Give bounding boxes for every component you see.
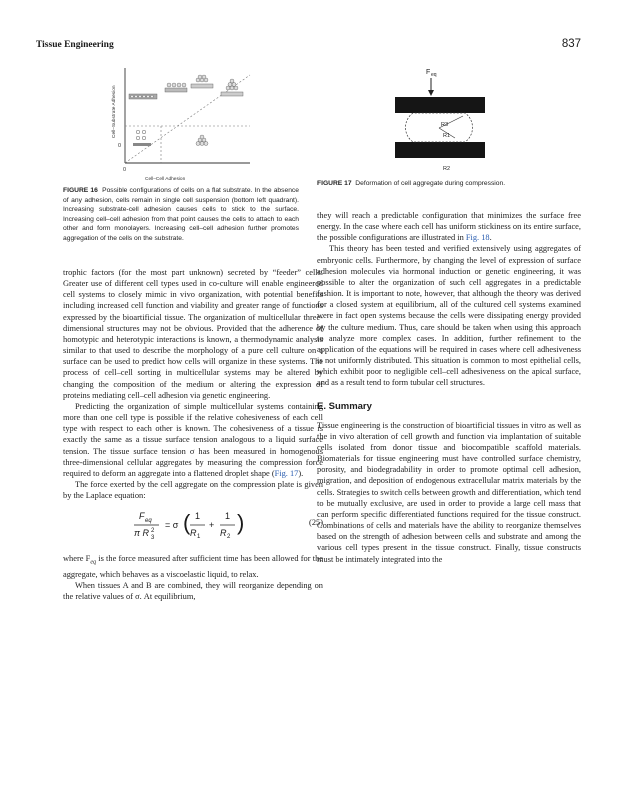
droplet — [406, 113, 473, 142]
fig17-force-sub: eq — [431, 72, 437, 78]
section-heading-summary: E. Summary — [317, 400, 372, 412]
page-number: 837 — [561, 38, 581, 50]
svg-text:R: R — [220, 528, 227, 539]
fig17-r3: R3 — [441, 122, 449, 128]
bottom-plate — [395, 142, 485, 158]
svg-text:+: + — [209, 520, 215, 531]
svg-text:F: F — [139, 511, 145, 522]
svg-text:1: 1 — [195, 511, 201, 522]
fig18-link[interactable]: Fig. 18 — [465, 233, 490, 243]
svg-text:(: ( — [183, 510, 191, 536]
fig16-y-label: Cell–Substrate Adhesion — [112, 85, 117, 138]
svg-text:): ) — [237, 510, 245, 536]
fig17-r2: R2 — [443, 166, 451, 172]
right-paragraph-2: This theory has been tested and verified extensively using aggregates of embryonic cells. Furthermore, by changing the level of expression of surface adhesion molecules via hormonal induction or genetic engineering, it was possible to alter the organization of such cell aggregates in a predictable fashion. It is important to note, however, that although the theory was derived for a closed system at equilibrium, all of the cultured cell systems examined were in fact open systems because the cells were dissipating energy provided by the culture medium. Thus, care should be taken when using this approach to analyze more complex cases. In addition, further refinement to the application of the equations will be required in cases where cell adhesiveness is not uniformly distributed. This situation is common to most epithelial cells, which exhibit poor to negligible cell–cell adhesiveness on the apical surface, and as a result tend to form tubular cell structures. — [317, 244, 581, 388]
fig17-force-label: F — [426, 69, 431, 76]
svg-text:1: 1 — [197, 534, 201, 541]
svg-text:R: R — [190, 528, 197, 539]
suspension-cells — [133, 130, 151, 146]
fig16-origin-x: 0 — [123, 167, 127, 173]
figure-17-diagram — [395, 68, 515, 173]
left-paragraph-1: trophic factors (for the most part unknown) secreted by “feeder” cells. Greater use of different cell types used in co-culture will enable engineered cell systems to closely mimic in vivo organization, with potential benefits including increased cell function and viability and greater range of functions expressed by the bioartificial tissue. The organization of multicellular three-dimensional structures may not be obvious. Provided that the adherence of homotypic and heterotypic interactions is known, a thermodynamic analysis similar to that used to describe the morphology of a pure cell culture on a surface can be used to predict how cells will organize in these systems. The process of cell–cell sorting in multicellular systems may be altered by changing the composition of the medium or altering the expression of proteins mediating cell–cell adhesion via genetic engineering. — [63, 268, 323, 400]
fig17-link[interactable]: Fig. 17 — [274, 468, 299, 478]
svg-text:π R: π R — [134, 528, 150, 539]
svg-text:2: 2 — [227, 534, 231, 541]
fig16-origin-y: 0 — [118, 143, 122, 149]
top-plate — [395, 97, 485, 113]
fig16-x-label: Cell–Cell Adhesion — [145, 177, 186, 182]
running-header: Tissue Engineering — [36, 40, 114, 50]
left-paragraph-3: The force exerted by the cell aggregate on the compression plate is given by the Laplace equation: — [63, 479, 323, 501]
figure-17-caption-label: FIGURE 17 — [317, 180, 352, 187]
svg-text:3: 3 — [151, 535, 155, 542]
left-column — [63, 267, 323, 603]
figure-16-diagram — [105, 60, 255, 188]
figure-17-caption — [317, 179, 581, 189]
equation-number: (25) — [309, 518, 323, 528]
aggregate-cells — [221, 79, 243, 96]
figure-17 — [395, 68, 515, 178]
svg-text:2: 2 — [151, 528, 155, 535]
left-paragraph-2: Predicting the organization of simple multicellular systems containing more than one cell type is possible if the relative cohesiveness of each cell type with respect to each other is known. The cohesiveness of a tissue is exactly the same as a tissue surface tension analogous to a liquid surface tension. The tissue surface tension σ has been measured in homogenous three-dimensional cellular aggregates by measuring the compression force required to deform an aggregate into a flattened droplet shape (Fig. 17). — [63, 401, 323, 478]
figure-16-caption — [63, 186, 299, 243]
fig17-r1: R1 — [443, 133, 451, 139]
clustered-cells — [191, 75, 213, 88]
svg-text:eq: eq — [145, 518, 152, 525]
monolayer-cells — [129, 94, 157, 99]
figure-17-caption-text: Deformation of cell aggregate during compression. — [355, 180, 506, 187]
floating-aggregate — [196, 135, 208, 146]
laplace-equation — [63, 503, 323, 549]
svg-text:= σ: = σ — [165, 520, 179, 531]
svg-text:1: 1 — [225, 511, 231, 522]
right-column — [317, 210, 581, 565]
figure-16-caption-label: FIGURE 16 — [63, 187, 98, 194]
figure-16 — [105, 60, 255, 193]
right-paragraph-1: they will reach a predictable configuration that minimizes the surface free energy. In the case where each cell has uniform stickiness on its entire surface, the possible configurations are illustrated in Fig. 18. — [317, 211, 581, 243]
fig17-arrowhead — [428, 90, 434, 96]
equation-graphic — [133, 503, 313, 549]
left-paragraph-4: where $F_{eq}$ is the force measured after sufficient time has been allowed for the aggregate, which behaves as a viscoelastic liquid, to relax. — [63, 554, 323, 580]
right-paragraph-3: Tissue engineering is the construction of bioartificial tissues in vitro as well as the in vivo alteration of cell growth and function via implantation of suitable cells isolated from donor tissue and biocompatible scaffold materials. Biomaterials for tissue engineering must have controlled surface chemistry, porosity, and biodegradability in order to promote optimal cell adhesion, migration, and deposition of endogenous extracellular matrix materials by the cells. Strategies to switch cells between growth and differentiation, which tend to be mutually exclusive, are used in order to provide a large cell mass that can perform specific differentiated functions required for the tissue construct. Combinations of cells and materials have the ability to reorganize themselves based on the strength of adhesion between cells and substrate and among the various cell types present in the tissue construct. Finally, tissue constructs must be intimately integrated into the — [317, 420, 581, 564]
spread-cells — [165, 83, 187, 92]
figure-16-caption-text: Possible configurations of cells on a flat substrate. In the absence of any adhesion, cells remain in single cell suspension (bottom left quadrant). Increasing substrate-cell adhesion causes cells to stick to the surface. Increasing cell–cell adhesion from that point causes the cells to attach to each other and form monolayers. Increasing cell–cell adhesion further promotes aggregation of the cells on the substrate. — [63, 187, 299, 242]
left-paragraph-5: When tissues A and B are combined, they will reorganize depending on the relative values of σ. At equilibrium, — [63, 581, 323, 602]
